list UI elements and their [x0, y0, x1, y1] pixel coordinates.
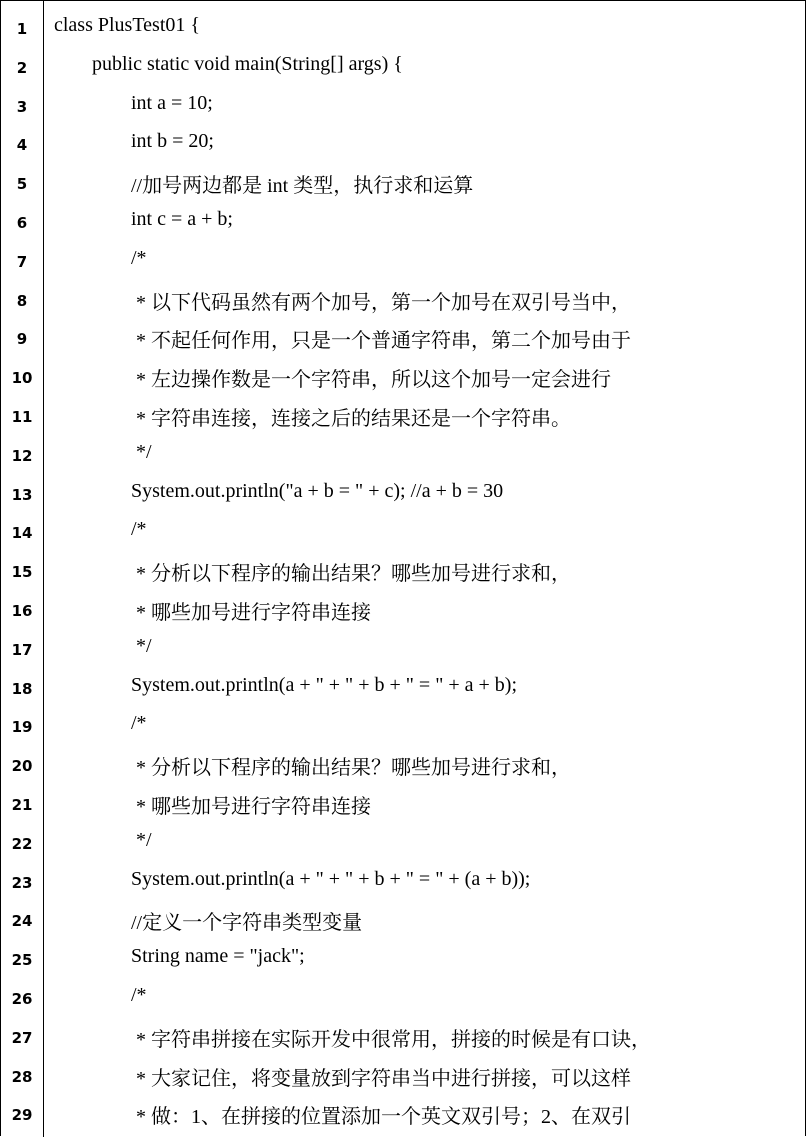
- code-line: [1, 125, 807, 164]
- code-text: System.out.println(a + " + " + b + " = " + a + b);: [131, 673, 518, 696]
- line-number: 7: [16, 252, 28, 271]
- line-number: 19: [11, 718, 33, 737]
- line-number: 29: [11, 1106, 33, 1125]
- line-number: 9: [16, 330, 28, 349]
- line-number: 6: [16, 214, 28, 232]
- code-line: [1, 9, 807, 48]
- code-line: [1, 746, 807, 785]
- code-text: System.out.println("a + b = " + c); //a + b = 30: [131, 479, 504, 502]
- code-line: [1, 48, 807, 87]
- line-number: 20: [11, 757, 33, 776]
- line-number: 3: [16, 97, 28, 116]
- line-number: 11: [11, 408, 33, 426]
- line-number: 8: [16, 291, 28, 310]
- code-line: [1, 203, 807, 242]
- code-text: * 做：1、在拼接的位置添加一个英文双引号；2、在双引: [131, 1106, 631, 1129]
- code-text: /*: [131, 984, 147, 1006]
- line-number: 22: [11, 834, 33, 853]
- code-text: class PlusTest01 {: [54, 14, 200, 36]
- code-text: * 以下代码虽然有两个加号，第一个加号在双引号当中，: [131, 291, 631, 314]
- code-text: int c = a + b;: [131, 208, 233, 230]
- code-text: int a = 10;: [131, 91, 213, 114]
- code-text: */: [131, 828, 152, 851]
- code-line: [1, 669, 807, 708]
- code-line: [1, 281, 807, 320]
- code-line: [1, 164, 807, 203]
- code-text: System.out.println(a + " + " + b + " = " + (a + b));: [131, 867, 531, 890]
- code-line: [1, 1057, 807, 1096]
- code-text: /*: [131, 246, 147, 269]
- code-text: * 字符串连接，连接之后的结果还是一个字符串。: [131, 408, 571, 430]
- line-number: 1: [16, 20, 28, 38]
- line-number: 24: [11, 912, 33, 931]
- code-line: [1, 591, 807, 630]
- code-text: */: [131, 440, 152, 463]
- line-number: 2: [16, 58, 28, 77]
- code-text: * 不起任何作用，只是一个普通字符串，第二个加号由于: [131, 330, 631, 353]
- code-text: */: [131, 634, 152, 657]
- code-line: [1, 397, 807, 436]
- code-line: [1, 979, 807, 1018]
- line-number: 21: [11, 796, 33, 814]
- code-text: * 哪些加号进行字符串连接: [131, 602, 371, 624]
- line-number: 18: [11, 679, 33, 698]
- code-line: [1, 475, 807, 514]
- code-line: [1, 863, 807, 902]
- code-text: /*: [131, 712, 147, 735]
- code-line: [1, 824, 807, 863]
- code-line: [1, 552, 807, 591]
- line-number: 28: [11, 1067, 33, 1086]
- line-number: 26: [11, 990, 33, 1008]
- code-text: * 哪些加号进行字符串连接: [131, 796, 371, 818]
- code-line: [1, 436, 807, 475]
- code-line: [1, 1018, 807, 1057]
- code-text: * 字符串拼接在实际开发中很常用，拼接的时候是有口诀，: [131, 1028, 651, 1051]
- line-number: 13: [11, 485, 33, 504]
- code-text: public static void main(String[] args) {: [92, 52, 403, 75]
- code-text: /*: [131, 518, 147, 541]
- line-number: 5: [16, 175, 28, 194]
- code-text: //定义一个字符串类型变量: [131, 912, 363, 935]
- code-line: [1, 242, 807, 281]
- code-line: [1, 630, 807, 669]
- code-line: [1, 901, 807, 940]
- line-number: 25: [11, 951, 33, 970]
- code-line: [1, 358, 807, 397]
- code-line: [1, 87, 807, 126]
- code-text: * 左边操作数是一个字符串，所以这个加号一定会进行: [131, 369, 611, 392]
- line-number: 23: [11, 873, 33, 892]
- line-number: 10: [11, 369, 33, 388]
- code-text: * 大家记住，将变量放到字符串当中进行拼接，可以这样: [131, 1067, 631, 1090]
- code-line: [1, 1095, 807, 1134]
- line-number: 12: [11, 446, 33, 465]
- line-number: 16: [11, 602, 33, 620]
- code-line: [1, 707, 807, 746]
- line-number: 17: [11, 640, 33, 659]
- code-text: * 分析以下程序的输出结果？哪些加号进行求和，: [131, 563, 571, 586]
- line-number: 27: [11, 1028, 33, 1047]
- code-text: String name = "jack";: [131, 945, 305, 968]
- line-number: 14: [11, 524, 33, 543]
- code-line: [1, 319, 807, 358]
- code-line: [1, 513, 807, 552]
- line-number: 4: [16, 136, 28, 155]
- code-line: [1, 940, 807, 979]
- code-text: * 分析以下程序的输出结果？哪些加号进行求和，: [131, 757, 571, 780]
- code-text: //加号两边都是 int 类型，执行求和运算: [131, 175, 474, 198]
- code-text: int b = 20;: [131, 130, 214, 153]
- line-number: 15: [11, 563, 33, 582]
- code-line: [1, 785, 807, 824]
